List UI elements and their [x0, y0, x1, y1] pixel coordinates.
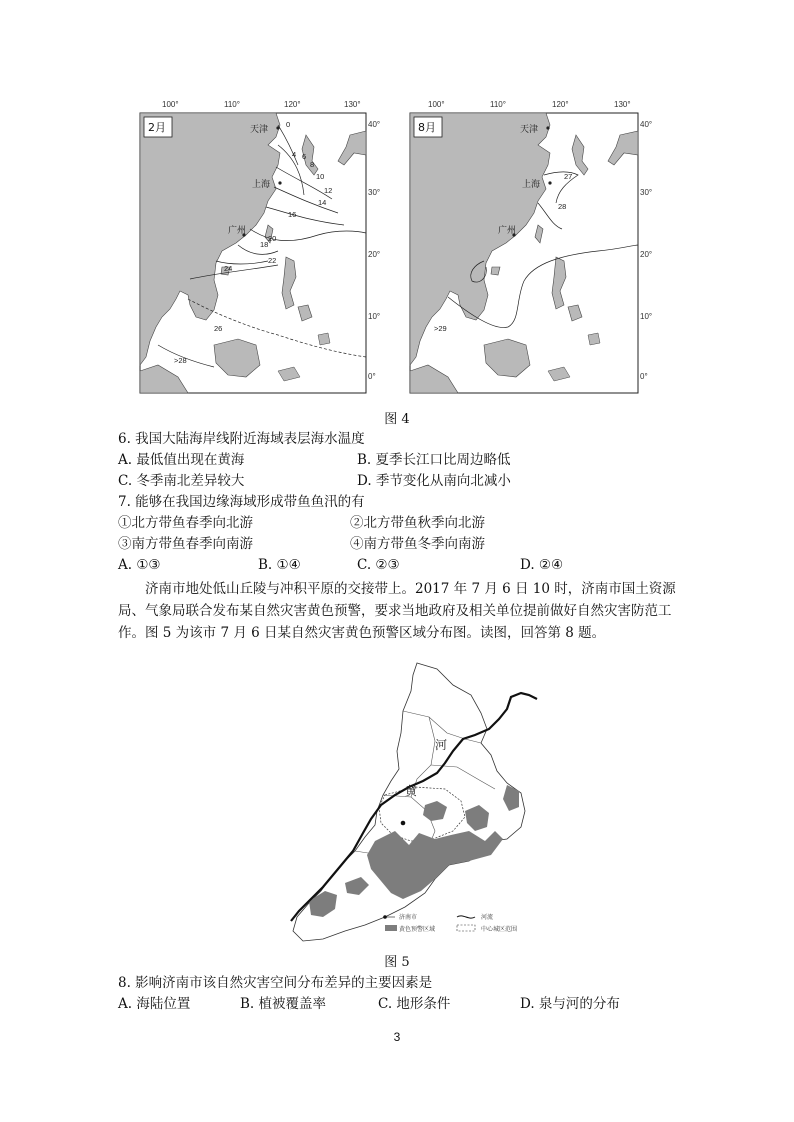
svg-text:30°: 30° — [640, 188, 653, 197]
lat-tick-10: 10° — [368, 312, 380, 321]
q8-stem: 8. 影响济南市该自然灾害空间分布差异的主要因素是 — [118, 975, 433, 991]
svg-text:12: 12 — [324, 186, 333, 195]
svg-text:27: 27 — [564, 172, 573, 181]
svg-text:20: 20 — [268, 234, 277, 243]
lat-tick-30: 30° — [368, 188, 380, 197]
lat-tick-20: 20° — [368, 250, 380, 259]
svg-text:8: 8 — [310, 160, 315, 169]
svg-text:>29: >29 — [434, 324, 447, 333]
svg-text:>28: >28 — [174, 356, 187, 365]
svg-text:40°: 40° — [640, 120, 653, 129]
q7-option-b: B. ①④ — [258, 557, 301, 573]
q7-item-1: ①北方带鱼春季向北游 — [118, 515, 253, 531]
city-tianjin-aug: 天津 — [520, 125, 539, 135]
svg-text:28: 28 — [558, 202, 567, 211]
q7-item-3: ③南方带鱼春季向南游 — [118, 536, 253, 552]
lat-tick-0: 0° — [368, 372, 376, 381]
q6-option-c: C. 冬季南北差异较大 — [118, 473, 245, 489]
svg-text:6: 6 — [302, 152, 307, 161]
svg-text:0°: 0° — [640, 372, 648, 381]
legend-river: 河流 — [481, 914, 494, 921]
city-guangzhou-aug: 广州 — [498, 226, 517, 236]
city-shanghai-feb: 上海 — [252, 180, 271, 190]
passage-text: 济南市地处低山丘陵与冲积平原的交接带上。2017 年 7 月 6 日 10 时，济南市国土资源局、气象局联合发布某自然灾害黄色预警，要求当地政府及相关单位提前做好自然灾害防范工作。图 5 为该市 7 月 6 日某自然灾害黄色预警区域分布图。读图，回答第 8 题。 — [118, 581, 676, 641]
river-char-he: 河 — [435, 738, 448, 752]
svg-text:26: 26 — [214, 324, 223, 333]
svg-text:14: 14 — [318, 198, 327, 207]
map-february — [118, 95, 380, 397]
river-char-huang: 黄 — [405, 784, 418, 798]
legend-warning: 黄色预警区域 — [399, 926, 436, 933]
q6-stem: 6. 我国大陆海岸线附近海域表层海水温度 — [118, 431, 365, 447]
lat-tick-40: 40° — [368, 120, 380, 129]
q8-option-d: D. 泉与河的分布 — [520, 996, 620, 1012]
svg-text:110°: 110° — [490, 100, 506, 109]
page-number: 3 — [393, 1030, 401, 1044]
q6-option-b: B. 夏季长江口比周边略低 — [357, 452, 511, 468]
svg-text:22: 22 — [268, 256, 277, 265]
q8-option-a: A. 海陆位置 — [118, 996, 191, 1012]
svg-text:18: 18 — [260, 240, 269, 249]
lon-tick-100: 100° — [162, 100, 179, 109]
svg-text:130°: 130° — [614, 100, 631, 109]
svg-text:120°: 120° — [552, 100, 569, 109]
q7-option-d: D. ②④ — [520, 557, 564, 573]
lon-tick-120: 120° — [284, 100, 301, 109]
svg-text:0: 0 — [286, 120, 291, 129]
figure4-caption: 图 4 — [384, 412, 410, 427]
lon-tick-130: 130° — [344, 100, 361, 109]
q7-option-c: C. ②③ — [357, 557, 400, 573]
q7-option-a: A. ①③ — [118, 557, 161, 573]
q6-option-d: D. 季节变化从南向北减小 — [357, 473, 511, 489]
city-tianjin-feb: 天津 — [250, 125, 269, 135]
q7-item-2: ②北方带鱼秋季向北游 — [350, 515, 485, 531]
q7-stem: 7. 能够在我国边缘海域形成带鱼鱼汛的有 — [118, 494, 365, 510]
svg-text:16: 16 — [288, 210, 297, 219]
month-label-feb: 2月 — [148, 121, 166, 134]
svg-text:10°: 10° — [640, 312, 653, 321]
q7-item-4: ④南方带鱼冬季向南游 — [350, 536, 485, 552]
svg-text:10: 10 — [316, 172, 325, 181]
legend-urban: 中心城区范围 — [481, 926, 518, 933]
map-august — [388, 95, 658, 397]
city-guangzhou-feb: 广州 — [228, 226, 247, 236]
svg-text:100°: 100° — [428, 100, 445, 109]
legend-warning-swatch — [385, 925, 397, 931]
legend-city: 济南市 — [399, 914, 418, 921]
month-label-aug: 8月 — [418, 121, 436, 134]
figure5-caption: 图 5 — [384, 955, 410, 970]
map-jinan — [285, 655, 545, 945]
svg-text:4: 4 — [292, 150, 297, 159]
city-shanghai-aug: 上海 — [522, 180, 541, 190]
lon-tick-110: 110° — [224, 100, 240, 109]
q8-option-b: B. 植被覆盖率 — [240, 996, 327, 1012]
svg-text:24: 24 — [224, 264, 233, 273]
svg-text:20°: 20° — [640, 250, 653, 259]
q8-option-c: C. 地形条件 — [378, 996, 451, 1012]
q6-option-a: A. 最低值出现在黄海 — [118, 452, 245, 468]
